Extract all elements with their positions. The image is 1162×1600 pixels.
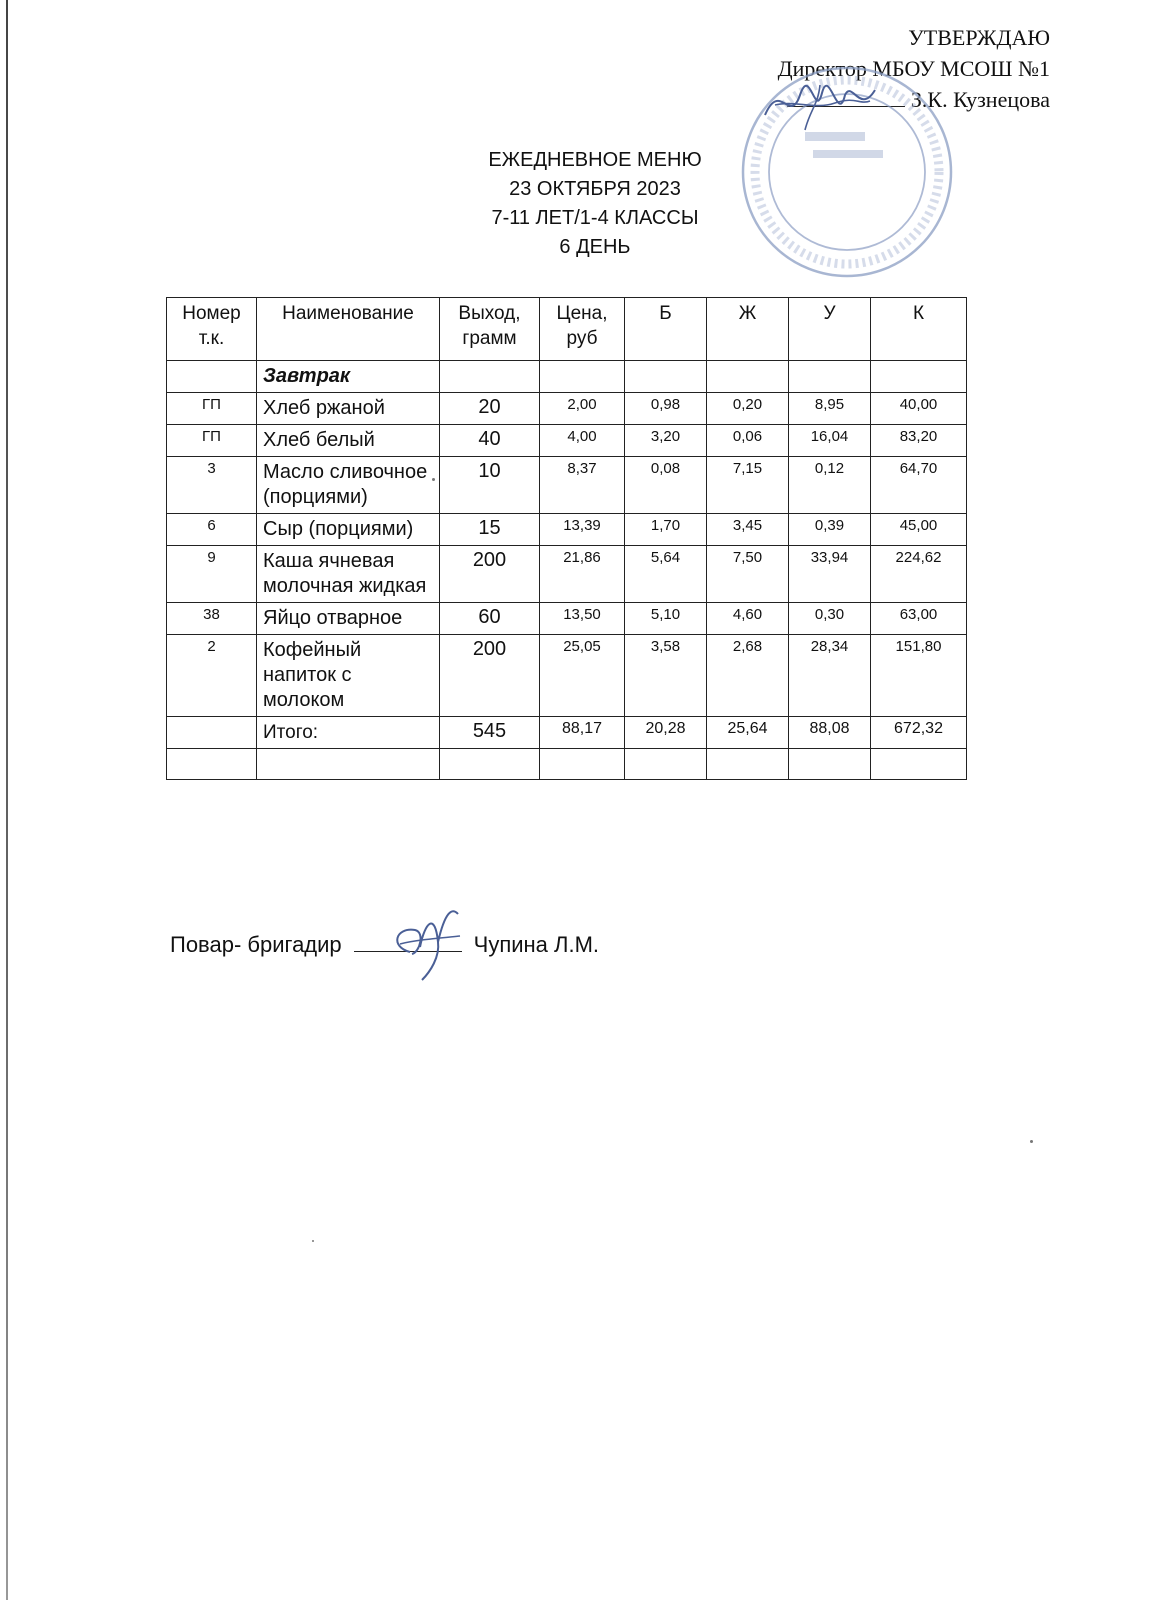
table-row [167,546,967,603]
cell-yield: 200 [440,546,540,603]
cell-fat: 3,45 [707,514,789,546]
cell-price: 4,00 [540,425,625,457]
scan-speck [432,478,435,481]
cell-yield: 40 [440,425,540,457]
title-day: 6 ДЕНЬ [559,236,631,258]
title-date: 23 ОКТЯБРЯ 2023 [509,178,681,200]
cook-role: Повар- бригадир [170,932,342,957]
cell-price: 13,50 [540,603,625,635]
total-calories: 672,32 [871,717,967,749]
table-row [167,393,967,425]
cell-carbs: 0,30 [789,603,871,635]
cook-signature [380,902,470,982]
cell-name: Каша ячневая молочная жидкая [257,546,440,603]
approval-position: Директор МБОУ МСОШ №1 [777,56,1050,81]
total-protein: 20,28 [625,717,707,749]
cell-protein: 0,08 [625,457,707,514]
header-yield: Выход, грамм [440,298,540,361]
cell-code: 2 [167,635,257,717]
cell-name: Кофейный напиток с молоком [257,635,440,717]
cell-calories: 83,20 [871,425,967,457]
table-row [167,514,967,546]
cell-fat: 0,20 [707,393,789,425]
cell-name: Яйцо отварное [257,603,440,635]
cell-calories: 64,70 [871,457,967,514]
cell-protein: 3,58 [625,635,707,717]
cell-protein: 0,98 [625,393,707,425]
cell-protein: 1,70 [625,514,707,546]
total-fat: 25,64 [707,717,789,749]
cell-code: 9 [167,546,257,603]
title-heading: ЕЖЕДНЕВНОЕ МЕНЮ [488,149,702,171]
cell-code: ГП [167,425,257,457]
cell-carbs: 0,39 [789,514,871,546]
total-yield: 545 [440,717,540,749]
total-price: 88,17 [540,717,625,749]
header-carbs: У [789,298,871,361]
cell-calories: 40,00 [871,393,967,425]
table-row [167,457,967,514]
cell-calories: 63,00 [871,603,967,635]
cell-price: 2,00 [540,393,625,425]
header-name: Наименование [257,298,440,361]
cell-name: Сыр (порциями) [257,514,440,546]
total-carbs: 88,08 [789,717,871,749]
header-protein: Б [625,298,707,361]
approver-name: З.К. Кузнецова [910,87,1050,112]
cell-carbs: 0,12 [789,457,871,514]
table-row [167,635,967,717]
cell-yield: 200 [440,635,540,717]
total-label: Итого: [257,717,440,749]
cell-protein: 3,20 [625,425,707,457]
cell-fat: 7,50 [707,546,789,603]
cook-name: Чупина Л.М. [473,932,600,957]
cell-carbs: 33,94 [789,546,871,603]
cell-calories: 224,62 [871,546,967,603]
cell-fat: 7,15 [707,457,789,514]
cell-price: 25,05 [540,635,625,717]
section-row [167,361,967,393]
cell-yield: 20 [440,393,540,425]
scan-speck [312,1240,314,1242]
cell-yield: 60 [440,603,540,635]
cell-code: 6 [167,514,257,546]
cell-price: 13,39 [540,514,625,546]
total-row [167,717,967,749]
cell-name: Хлеб белый [257,425,440,457]
cell-yield: 15 [440,514,540,546]
cell-name: Масло сливочное (порциями) [257,457,440,514]
menu-title [430,146,760,262]
cell-code: ГП [167,393,257,425]
cell-carbs: 8,95 [789,393,871,425]
header-code: Номер т.к. [167,298,257,361]
scan-speck [1030,1140,1033,1143]
table-row [167,603,967,635]
table-row [167,425,967,457]
approval-heading: УТВЕРЖДАЮ [908,25,1050,50]
cell-calories: 151,80 [871,635,967,717]
table-header-row [167,298,967,361]
empty-row [167,749,967,780]
cell-price: 21,86 [540,546,625,603]
cell-fat: 4,60 [707,603,789,635]
cell-price: 8,37 [540,457,625,514]
cell-carbs: 16,04 [789,425,871,457]
cell-code: 38 [167,603,257,635]
cell-fat: 0,06 [707,425,789,457]
cell-yield: 10 [440,457,540,514]
scan-left-edge [6,0,8,1600]
cell-carbs: 28,34 [789,635,871,717]
header-calories: К [871,298,967,361]
menu-table [166,297,967,780]
cell-calories: 45,00 [871,514,967,546]
cell-fat: 2,68 [707,635,789,717]
title-age-group: 7-11 ЛЕТ/1-4 КЛАССЫ [491,207,699,229]
section-label: Завтрак [257,361,440,393]
cell-name: Хлеб ржаной [257,393,440,425]
cell-protein: 5,10 [625,603,707,635]
director-signature [760,75,880,135]
cell-protein: 5,64 [625,546,707,603]
header-fat: Ж [707,298,789,361]
header-price: Цена, руб [540,298,625,361]
cell-code: 3 [167,457,257,514]
